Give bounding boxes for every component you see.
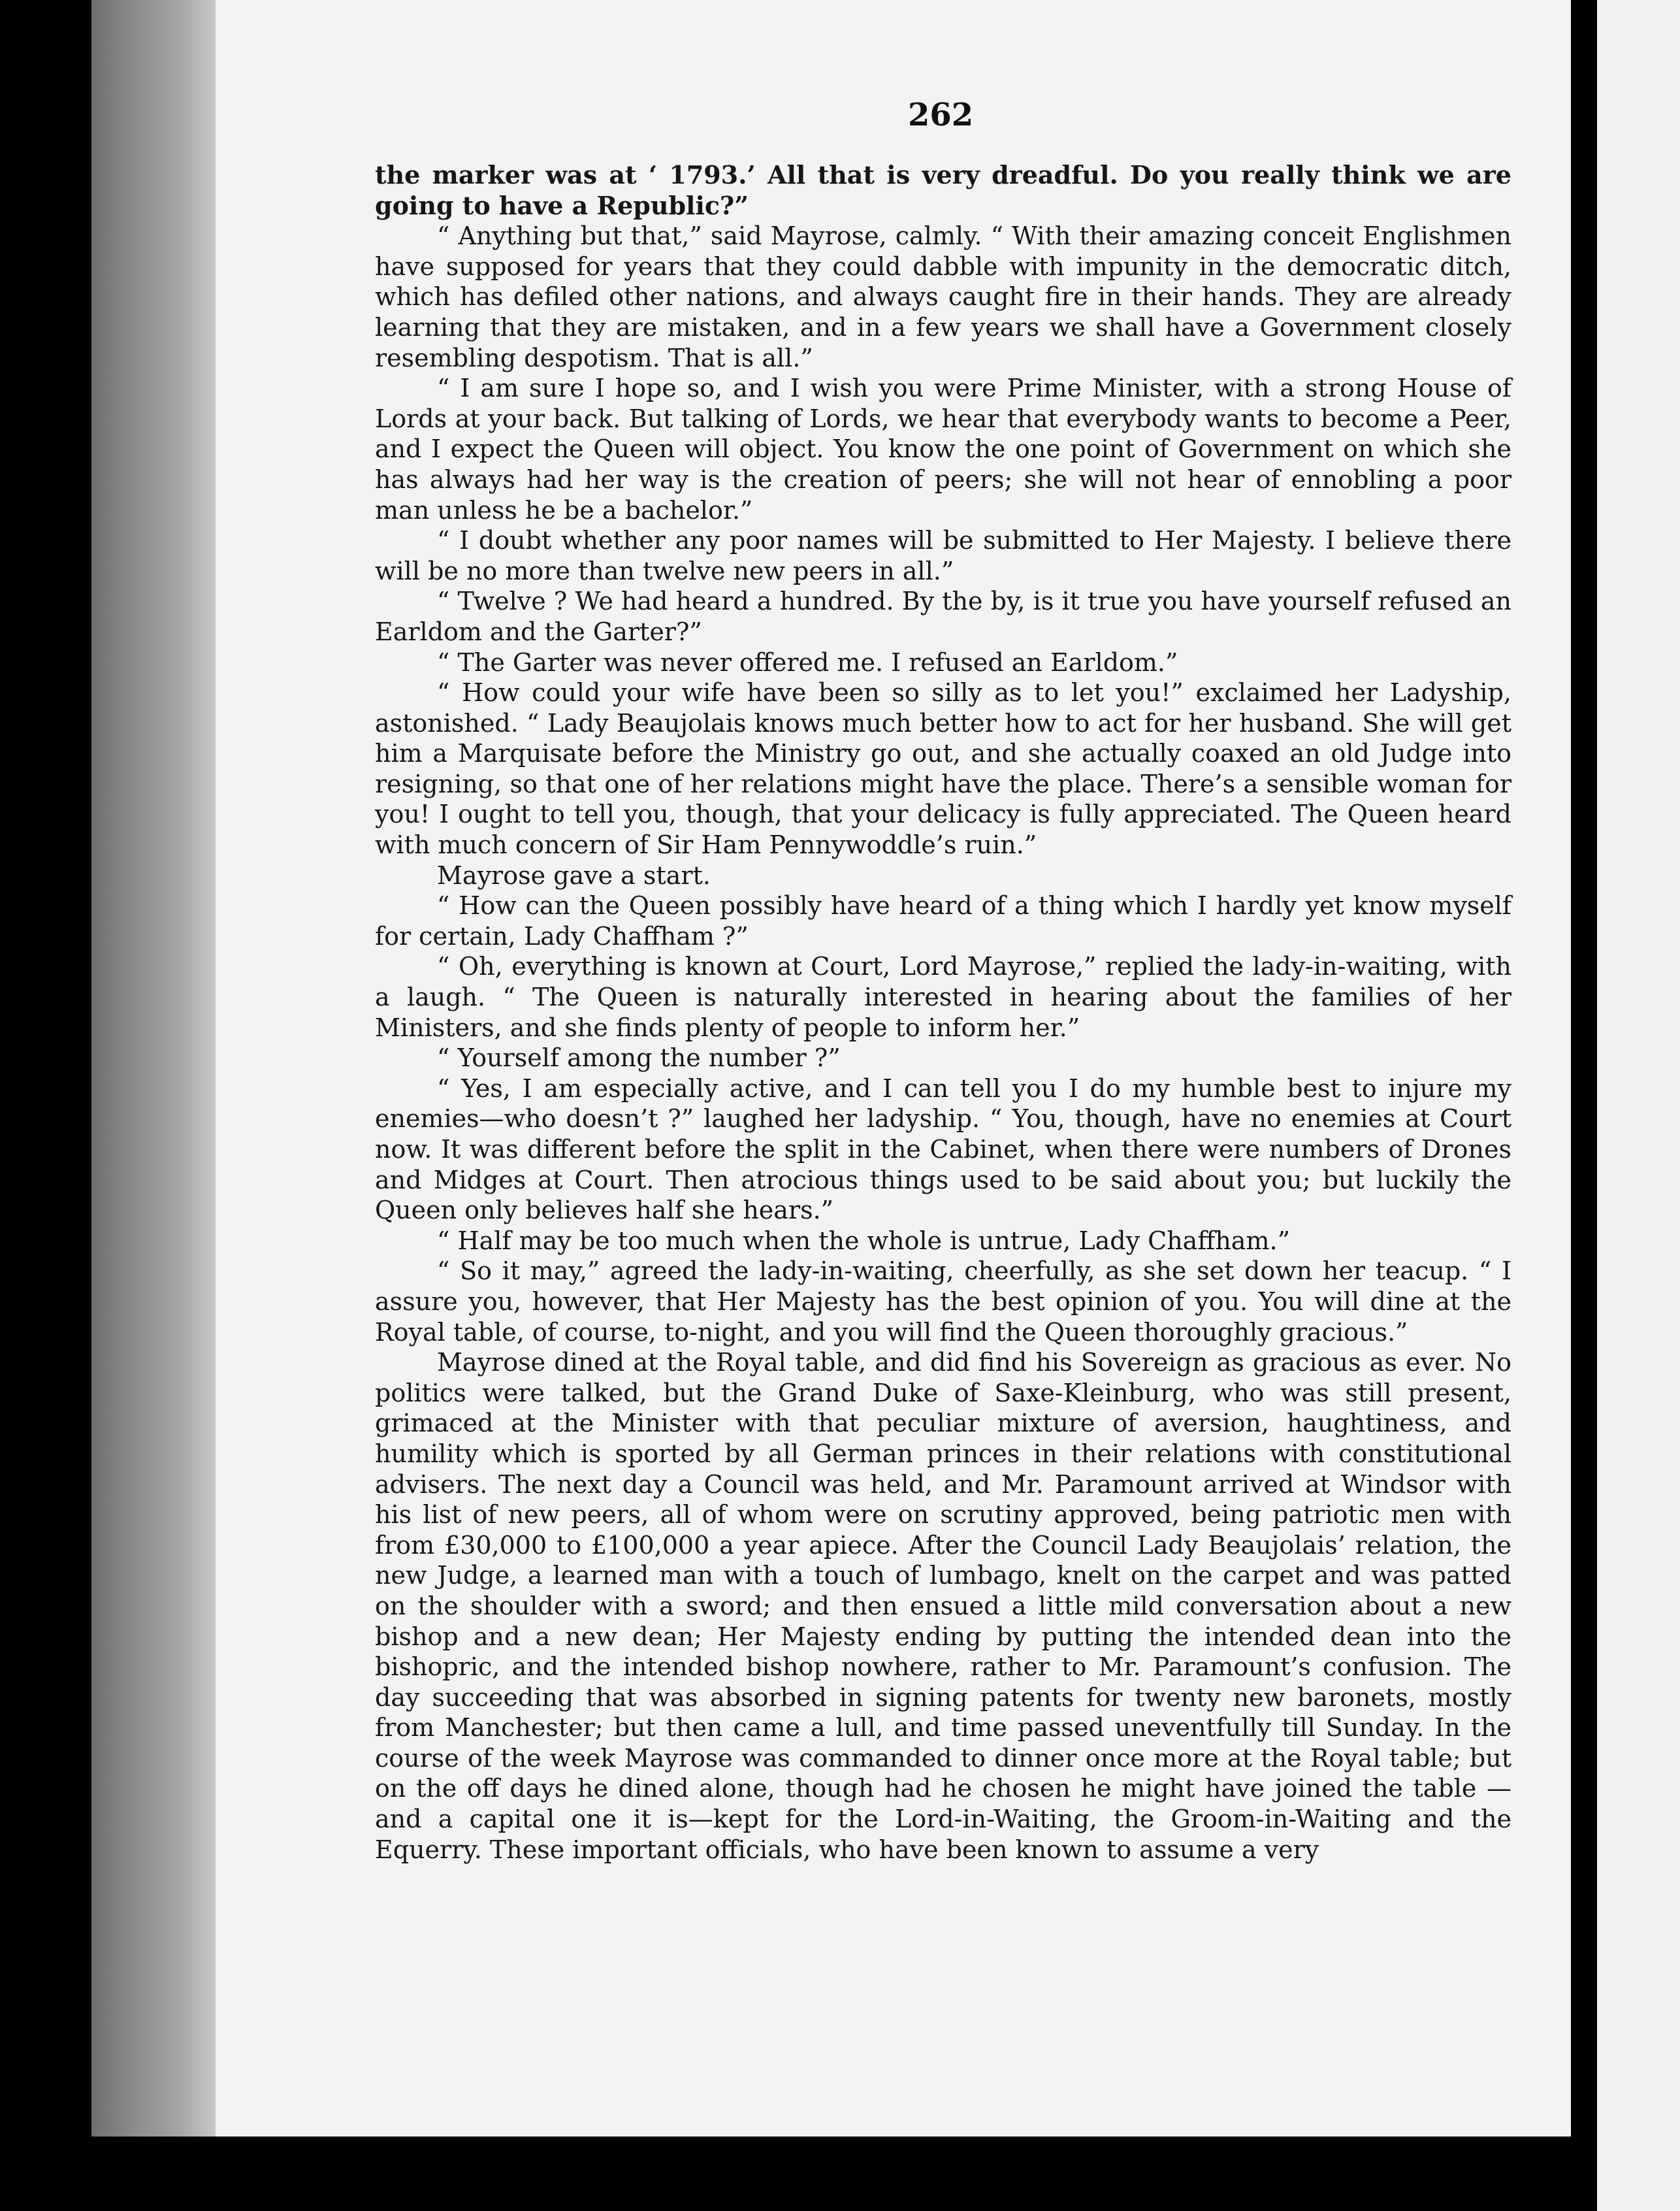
page-body-text [375,160,1511,1865]
paragraph: “ Twelve ? We had heard a hundred. By the by, is it true you have yourself refused an Earldom and the Garter?” [375,587,1511,646]
book-page-edges [91,0,216,2137]
paragraph: “ Yes, I am especially active, and I can tell you I do my humble best to injure my enemies—who doesn’t ?” laughed her ladyship. “ You, though, have no enemies at Court now. It was different before the split in the Cabinet, when there were numbers of Drones and Midges at Court. Then atrocious things used to be said about you; but luckily the Queen only believes half she hears.” [375,1073,1511,1225]
paragraph: “ Anything but that,” said Mayrose, calmly. “ With their amazing conceit Englishmen have supposed for years that they could dabble with impunity in the democratic ditch, which has defiled other nations, and always caught fire in their hands. They are already learning that they are mistaken, and in a few years we shall have a Government closely resembling despotism. That is all.” [375,221,1511,372]
paragraph: “ So it may,” agreed the lady-in-waiting, cheerfully, as she set down her teacup. “ I assure you, however, that Her Majesty has the best opinion of you. You will dine at the Royal table, of course, to-night, and you will find the Queen thoroughly gracious.” [375,1256,1511,1347]
paragraph: “ Half may be too much when the whole is untrue, Lady Chaffham.” [437,1226,1290,1255]
paragraph: “ Yourself among the number ?” [437,1043,841,1073]
paragraph: “ Oh, everything is known at Court, Lord Mayrose,” replied the lady-in-waiting, with a laugh. “ The Queen is naturally interested in hearing about the families of her Ministers, and she finds plenty of people to inform her.” [375,952,1511,1042]
paragraph: “ How could your wife have been so silly as to let you!” exclaimed her Ladyship, astonished. “ Lady Beaujolais knows much better how to act for her husband. She will get him a Marquisate before the Ministry go out, and she actually coaxed an old Judge into resigning, so that one of her relations might have the place. There’s a sensible woman for you! I ought to tell you, though, that your delicacy is fully appreciated. The Queen heard with much concern of Sir Ham Pennywoddle’s ruin.” [375,678,1511,860]
paragraph: Mayrose gave a start. [437,860,711,890]
paragraph: the marker was at ‘ 1793.’ All that is very dreadful. Do you really think we are going to have a Republic?” [375,160,1511,220]
gutter-shadow [1571,0,1597,2211]
paragraph: “ How can the Queen possibly have heard of a thing which I hardly yet know myself for certain, Lady Chaffham ?” [375,891,1511,951]
paragraph: “ I doubt whether any poor names will be submitted to Her Majesty. I believe there will be no more than twelve new peers in all.” [375,526,1511,585]
paragraph: Mayrose dined at the Royal table, and did find his Sovereign as gracious as ever. No politics were talked, but the Grand Duke of Saxe-Kleinburg, who was still present, grimaced at the Minister with that peculiar mixture of aversion, haughtiness, and humility which is sported by all German princes in their relations with constitutional advisers. The next day a Council was held, and Mr. Paramount arrived at Windsor with his list of new peers, all of whom were on scrutiny approved, being patriotic men with from £30,000 to £100,000 a year apiece. After the Council Lady Beaujolais’ relation, the new Judge, a learned man with a touch of lumbago, knelt on the carpet and was patted on the shoulder with a sword; and then ensued a little mild conversation about a new bishop and a new dean; Her Majesty ending by putting the intended dean into the bishopric, and the intended bishop nowhere, rather to Mr. Paramount’s confusion. The day succeeding that was absorbed in signing patents for twenty new baronets, mostly from Manchester; but then came a lull, and time passed uneventfully till Sunday. In the course of the week Mayrose was commanded to dinner once more at the Royal table; but on the off days he dined alone, though had he chosen he might have joined the table —and a capital one it is—kept for the Lord-in-Waiting, the Groom-in-Waiting and the Equerry. These important officials, who have been known to assume a very [375,1348,1511,1864]
page-number: 262 [908,97,974,133]
paragraph: “ The Garter was never offered me. I refused an Earldom.” [437,647,1178,677]
adjacent-page-edge [1597,0,1680,2211]
paragraph: “ I am sure I hope so, and I wish you were Prime Minister, with a strong House of Lords at your back. But talking of Lords, we hear that everybody wants to become a Peer, and I expect the Queen will object. You know the one point of Government on which she has always had her way is the creation of peers; she will not hear of ennobling a poor man unless he be a bachelor.” [375,374,1511,525]
